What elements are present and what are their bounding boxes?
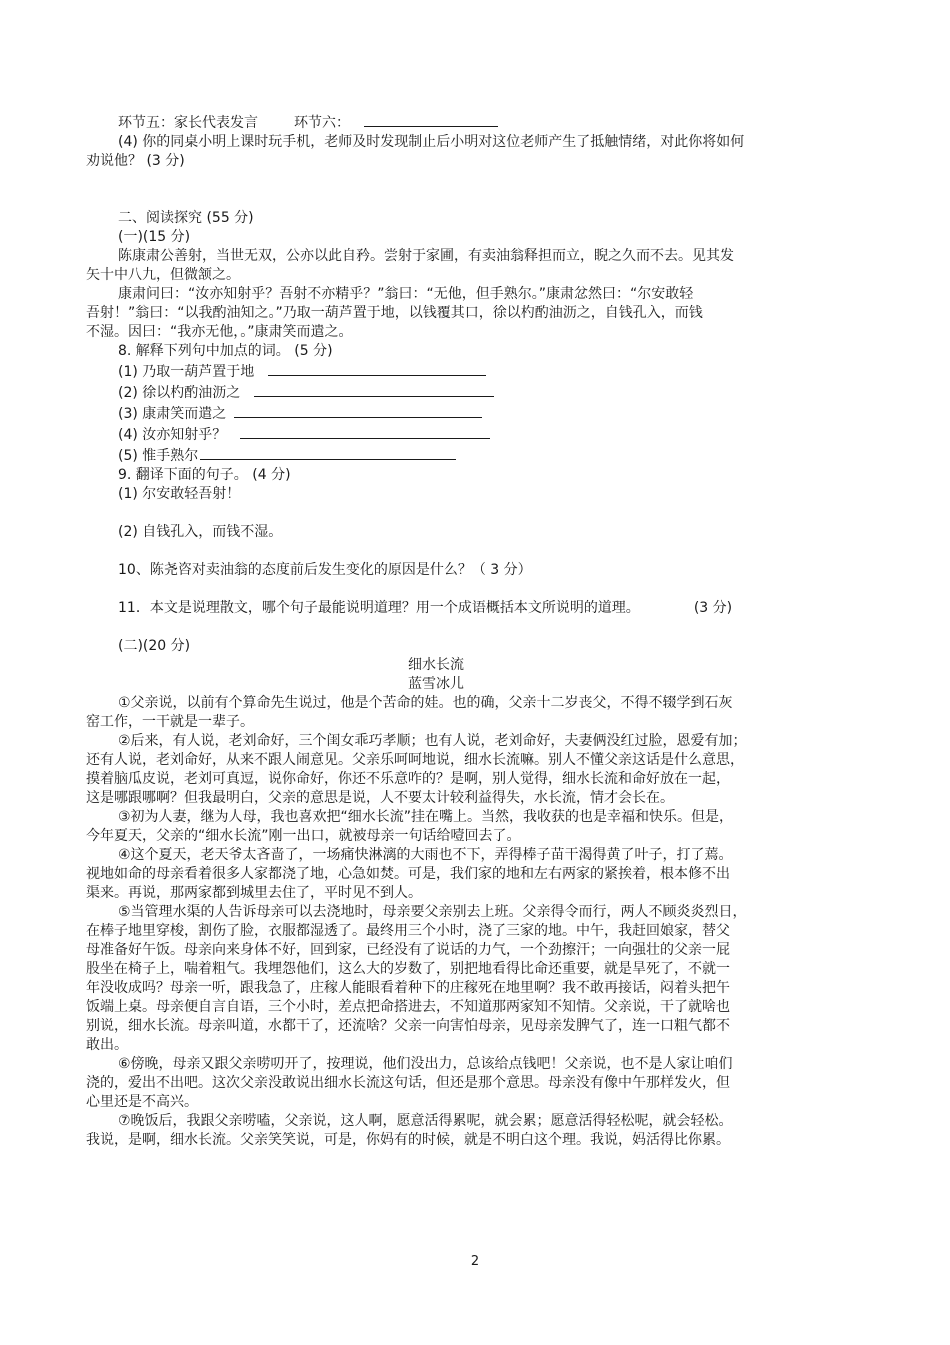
- story-body: [86, 694, 786, 1150]
- passage-1-para2-line1: 康肃问曰：“汝亦知射乎？吾射不亦精乎？”翁曰：“无他，但手熟尔。”康肃忿然曰：“尔安敢轻: [118, 286, 694, 302]
- story-author: 蓝雪冰儿: [408, 676, 464, 692]
- passage-1-para2-line3: 不湿。因曰：“我亦无他，。”康肃笑而遣之。: [86, 324, 353, 340]
- question-11: 11．本文是说理散文，哪个句子最能说明道理？用一个成语概括本文所说明的道理。 (3 分): [118, 600, 733, 616]
- question-8-item: (4) 汝亦知射乎？: [86, 424, 786, 445]
- answer-blank[interactable]: [254, 382, 494, 397]
- passage-1-para2-line2: 吾射！”翁曰：“以我酌油知之。”乃取一葫芦置于地，以钱覆其口，徐以杓酌油沥之，自钱孔入，而钱: [86, 305, 703, 321]
- passage-1-para1-line1: 陈康肃公善射，当世无双，公亦以此自矜。尝射于家圃，有卖油翁释担而立，睨之久而不去。见其发: [118, 248, 734, 264]
- story-paragraph-line: 摸着脑瓜皮说，老刘可真逗，说你命好，你还不乐意咋的？是啊，别人觉得，细水长流和命好放在一起，: [86, 771, 730, 787]
- answer-blank[interactable]: [200, 445, 456, 460]
- answer-blank[interactable]: [240, 424, 490, 439]
- question-4-line2: 劝说他？ (3 分): [86, 153, 185, 169]
- answer-blank[interactable]: [268, 361, 486, 376]
- question-8: 8. 解释下列句中加点的词。 (5 分): [118, 343, 333, 359]
- part-2-heading: (二)(20 分): [118, 638, 191, 654]
- passage-1-para1-line2: 矢十中八九，但微颔之。: [86, 267, 240, 283]
- story-paragraph-line: ④这个夏天，老天爷太吝啬了，一场痛快淋漓的大雨也不下，弄得棒子苗干渴得黄了叶子，打了蔫。: [118, 847, 733, 863]
- question-10: 10、陈尧咨对卖油翁的态度前后发生变化的原因是什么？（ 3 分）: [118, 562, 532, 578]
- section-2-title: 二、阅读探究 (55 分): [118, 210, 254, 226]
- question-9-1: (1) 尔安敢轻吾射！: [118, 486, 241, 502]
- story-title: 细水长流: [408, 657, 464, 673]
- stage-six: 环节六：: [294, 115, 350, 131]
- story-paragraph-line: ⑥傍晚，母亲又跟父亲唠叨开了，按理说，他们没出力，总该给点钱吧！父亲说，也不是人家让咱们: [118, 1056, 733, 1072]
- question-4-line1: (4) 你的同桌小明上课时玩手机，老师及时发现制止后小明对这位老师产生了抵触情绪，对此你将如何: [118, 134, 745, 150]
- story-paragraph-line: 别说，细水长流。母亲叫道，水都干了，还流啥？父亲一向害怕母亲，见母亲发脾气了，连一口粗气都不: [86, 1018, 730, 1034]
- answer-blank[interactable]: [234, 403, 482, 418]
- stage-six-blank[interactable]: [364, 112, 498, 127]
- part-1-heading: (一)(15 分): [118, 229, 191, 245]
- question-8-item: (3) 康肃笑而遣之: [86, 403, 786, 424]
- story-paragraph-line: 我说，是啊，细水长流。父亲笑笑说，可是，你妈有的时候，就是不明白这个理。我说，妈活得比你累。: [86, 1132, 730, 1148]
- question-8-item: (2) 徐以杓酌油沥之: [86, 382, 786, 403]
- story-paragraph-line: 母准备好午饭。母亲向来身体不好，回到家，已经没有了说话的力气，一个劲擦汗；一向强壮的父亲一屁: [86, 942, 730, 958]
- story-paragraph-line: 还有人说，老刘命好，从来不跟人闹意见。父亲乐呵呵地说，细水长流嘛。别人不懂父亲这话是什么意思，: [86, 752, 744, 768]
- question-11-score: (3 分): [693, 600, 733, 616]
- story-paragraph-line: ②后来，有人说，老刘命好，三个闺女乖巧孝顺；也有人说，老刘命好，夫妻俩没红过脸，恩爱有加；: [118, 733, 747, 749]
- document-page: [86, 112, 786, 1150]
- question-8-item: (1) 乃取一葫芦置于地: [86, 361, 786, 382]
- story-paragraph-line: 这是哪跟哪啊？但我最明白，父亲的意思是说，人不要太计较利益得失，水长流，情才会长在。: [86, 790, 674, 806]
- story-paragraph-line: 在棒子地里穿梭，割伤了脸，衣服都湿透了。最终用三个小时，浇了三家的地。中午，我赶回娘家，替父: [86, 923, 730, 939]
- page-number: 2: [470, 1254, 480, 1269]
- story-paragraph-line: 饭端上桌。母亲便自言自语，三个小时，差点把命搭进去，不知道那两家知不知情。父亲说，干了就啥也: [86, 999, 730, 1015]
- question-9: 9. 翻译下面的句子。 (4 分): [118, 467, 291, 483]
- story-paragraph-line: 窑工作，一干就是一辈子。: [86, 714, 254, 730]
- stage-five: 环节五：家长代表发言: [118, 115, 258, 131]
- question-8-item: (5) 惟手熟尔: [86, 445, 786, 466]
- story-paragraph-line: ⑦晚饭后，我跟父亲唠嗑，父亲说，这人啊，愿意活得累呢，就会累；愿意活得轻松呢，就会轻松。: [118, 1113, 733, 1129]
- question-9-2: (2) 自钱孔入，而钱不湿。: [118, 524, 283, 540]
- story-paragraph-line: 年没收成吗？母亲一听，跟我急了，庄稼人能眼看着种下的庄稼死在地里啊？我不敢再接话，闷着头把午: [86, 980, 730, 996]
- story-paragraph-line: 敢出。: [86, 1037, 128, 1053]
- stage-line: [86, 112, 786, 133]
- story-paragraph-line: 心里还是不高兴。: [86, 1094, 198, 1110]
- story-paragraph-line: ①父亲说，以前有个算命先生说过，他是个苦命的娃。也的确，父亲十二岁丧父，不得不辍学到石灰: [118, 695, 733, 711]
- story-paragraph-line: 浇的，爱出不出吧。这次父亲没敢说出细水长流这句话，但还是那个意思。母亲没有像中午那样发火，但: [86, 1075, 730, 1091]
- story-paragraph-line: 股坐在椅子上，喘着粗气。我埋怨他们，这么大的岁数了，别把地看得比命还重要，就是旱死了，不就一: [86, 961, 730, 977]
- story-paragraph-line: 视地如命的母亲看着很多人家都浇了地，心急如焚。可是，我们家的地和左右两家的紧挨着，根本修不出: [86, 866, 730, 882]
- story-paragraph-line: ⑤当管理水渠的人告诉母亲可以去浇地时，母亲要父亲别去上班。父亲得令而行，两人不顾炎炎烈日，: [118, 904, 747, 920]
- story-paragraph-line: ③初为人妻，继为人母，我也喜欢把“细水长流”挂在嘴上。当然，我收获的也是幸福和快乐。但是，: [118, 809, 734, 825]
- story-paragraph-line: 渠来。再说，那两家都到城里去住了，平时见不到人。: [86, 885, 422, 901]
- story-paragraph-line: 今年夏天，父亲的“细水长流”刚一出口，就被母亲一句话给噎回去了。: [86, 828, 521, 844]
